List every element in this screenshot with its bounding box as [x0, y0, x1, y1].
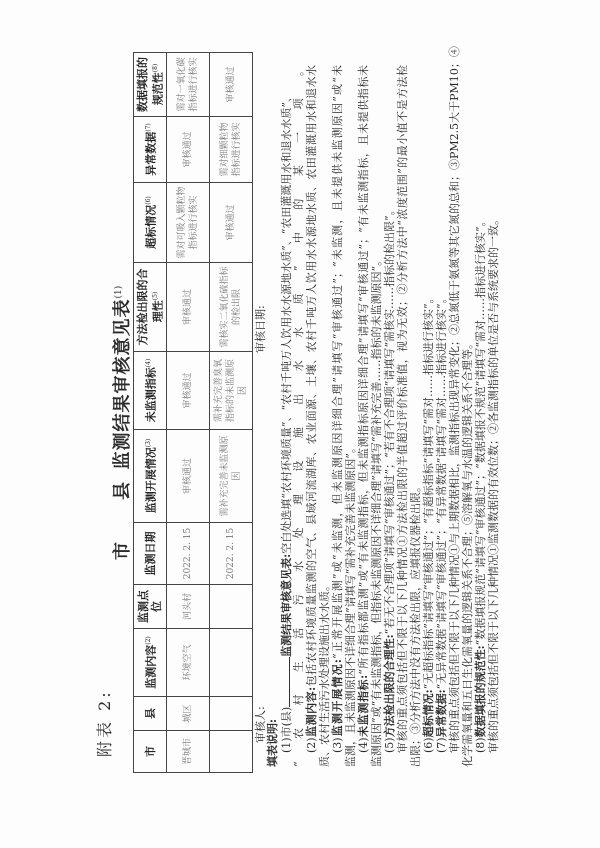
- note-8: (8)数据填报的规范性:“数据填报规范”请填写“审核通过”；“数据填报不规范”请填写“需对……指标进行核实”。: [474, 215, 487, 753]
- page-title: [108, 286, 134, 610]
- table-cell: 晋城市: [167, 731, 210, 773]
- note-7-cont: 化学需氧量和五日生化需氧量的逻辑关系不合理；⑤溶解氧与水温的逻辑关系不合理等。: [461, 338, 474, 767]
- table-cell: 2022. 2. 15: [210, 523, 253, 585]
- table-cell: [210, 697, 253, 731]
- county-blank: [115, 500, 134, 542]
- note-3: (3)监测开展情况:“正常开展监测”或“未监测，但未监测原因详细合理”请填写“审核通过”；“未监测，且未提供未监测原因”或“未: [331, 64, 344, 753]
- table-cell: [210, 629, 253, 697]
- title-county-suffix: 县: [112, 482, 133, 500]
- note-1: (1)市(县)监测结果审核意见表:空白处选填“农村环境质量”、“农村千吨万人饮用水水源地水质”、“农田灌溉用水和退水水质”、: [280, 91, 293, 753]
- title-city-suffix: 市: [112, 542, 133, 560]
- note-8-detail: 审核的重点须包括但不限于以下几种情况①监测数据的有效位数；②各监测指标的单位是否与系统要求的一致。: [487, 214, 500, 753]
- note-5-detail: 审核的重点须包括但不限于以下几种情况①方法检出限的半值超过评价标准值，视为无效；②分析方法中“浓度范围”的最小值不是方法检: [396, 65, 409, 753]
- table-cell: 审核通过: [167, 430, 210, 523]
- table-cell: 需对可吸入颗粒物指标进行核实: [167, 183, 210, 263]
- title-footnote: (1): [114, 285, 124, 299]
- table-cell: [210, 731, 253, 773]
- table-row: [167, 53, 210, 773]
- column-header: 方法检出限的合理性$^{(5)}$: [134, 263, 167, 352]
- table-cell: 审核通过: [167, 263, 210, 352]
- column-header: 监测点位: [134, 585, 167, 629]
- appendix-label: 附表 2:: [95, 689, 114, 757]
- note-5: (5)方法检出限的合理性:“若无不合理项”请填写“审核通过”；“若有不合理项”请填写“需核实……指标的检出限”。: [383, 204, 396, 753]
- note-4: (4)未监测指标:“所有指标都监测”或“有未监测指标，但未监测指标原因详细合理”请填写“审核通过”；“有未监测指标，且未提供指标未: [357, 65, 370, 753]
- table-row: [210, 53, 253, 773]
- notes-heading: 填表说明:: [266, 718, 279, 767]
- table-cell: 2022. 2. 15: [167, 523, 210, 585]
- title-text: 监测结果审核意见表: [112, 298, 133, 470]
- table-cell: 审核通过: [167, 117, 210, 183]
- review-table: [133, 52, 253, 773]
- table-cell: 审核通过: [210, 183, 253, 263]
- column-header: 未监测指标$^{(4)}$: [134, 352, 167, 430]
- note-2-cont: 质、农村生活污水处理设施出水水质。: [318, 580, 331, 767]
- column-header: 监测内容$^{(2)}$: [134, 629, 167, 697]
- table-cell: 需补充完善未监测原因: [210, 430, 253, 523]
- note-4-cont: 监测原因”或“有未监测指标，但指标未监测原因不详细合理”请填写“需补充完善……指标的未监测原因”。: [370, 254, 383, 767]
- table-cell: 河头村: [167, 585, 210, 629]
- table-cell: 需对细颗粒物指标进行核实: [210, 117, 253, 183]
- review-date-label: 审核日期:: [254, 305, 267, 353]
- table-cell: 需核实二氧化硫指标的检出限: [210, 263, 253, 352]
- column-header: 数据填报的规范性$^{(8)}$: [134, 53, 167, 117]
- note-7-detail: 审核的重点须包括但不限于以下几种情况①与上期数据相比，监测指标出现异常变化；②总氮低于氨氮等其它氮的总和；③PM2.5大于PM10；④: [448, 46, 461, 753]
- note-7: (7)异常数据:“无异常数据”请填写“审核通过”；“有异常数据”请填写“需对……指标进行核实”。: [435, 292, 448, 753]
- column-header: 超标情况$^{(6)}$: [134, 183, 167, 263]
- table-header-row: [134, 53, 167, 773]
- table-cell: 需补充完善臭氧指标的未监测原因: [210, 352, 253, 430]
- note-2: (2)监测内容:包括农村环境质量监测的空气、县域河流湖库、农业面源、土壤、农村千吨万人饮用水水源地水质、农田灌溉用水和退水水: [305, 64, 318, 753]
- table-cell: 需对一氧化碳指标进行核实: [167, 53, 210, 117]
- column-header: 监测日期: [134, 523, 167, 585]
- column-header: 异常数据$^{(7)}$: [134, 117, 167, 183]
- column-header: 市: [134, 731, 167, 773]
- table-cell: 审核通过: [210, 53, 253, 117]
- note-1-cont: “农村生活污水处理设施出水水质”中的某一项。: [292, 65, 305, 767]
- reviewer-label: 审核人:: [254, 706, 267, 743]
- column-header: 县: [134, 697, 167, 731]
- column-header: 监测开展情况$^{(3)}$: [134, 430, 167, 523]
- note-6: (6)超标情况:“无超标指标”请填写“审核通过”；“有超标指标”请填写“需对……指标进行核实”。: [422, 292, 435, 753]
- table-cell: 审核通过: [167, 352, 210, 430]
- table-cell: [210, 585, 253, 629]
- city-blank: [115, 560, 134, 610]
- note-5-cont: 出限；③分析方法中没有方法检出限，应填报仪器检出限。: [409, 481, 422, 767]
- note-3-cont: 监测，且未监测原因不详细合理”请填写“需补充完善未监测原因”。: [344, 442, 357, 767]
- table-cell: 环境空气: [167, 629, 210, 697]
- table-cell: 城区: [167, 697, 210, 731]
- blank-line: [279, 657, 290, 707]
